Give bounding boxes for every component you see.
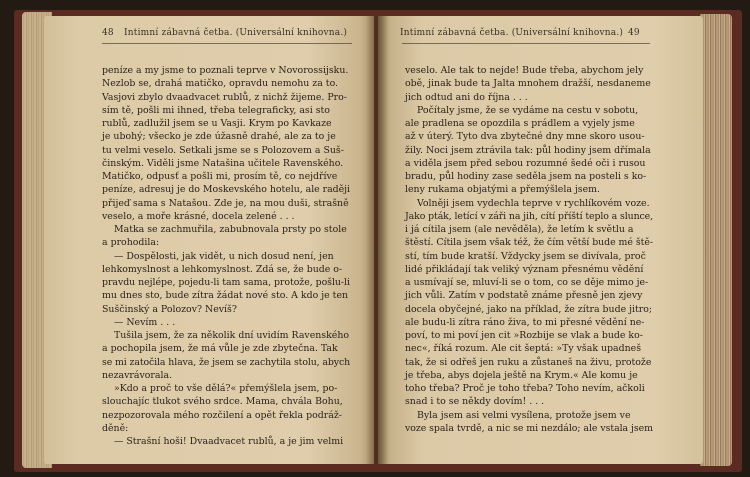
text-line: Jako pták, letící v záři na jih, cítí příští teplo a slunce, <box>405 210 653 222</box>
text-line: »Kdo a proč to vše dělá?« přemýšlela jsem, po- <box>114 383 338 394</box>
text-line: — Strašní hoši! Dvaadvacet rublů, a je jim velmi <box>114 436 344 447</box>
right-running-title: Intimní zábavná četba. (Universální knihovna.) <box>400 28 624 38</box>
text-line: Volněji jsem vydechla teprve v rychlíkovém voze. <box>417 197 650 209</box>
text-line: lehkomyslnost a lehkomyslnost. Zdá se, že bude o- <box>102 263 343 275</box>
text-line: bradu, půl hodiny zase seděla jsem na posteli s ko- <box>405 171 647 182</box>
text-line: tu velmi veselo. Setkali jsme se s Polozovem a Suš- <box>102 144 344 156</box>
text-line: leny rukama objatými a přemýšlela jsem. <box>405 184 601 196</box>
text-line: štěstí. Cítila jsem však též, že čím větší bude mé ště- <box>405 237 654 249</box>
text-line: peníze, adresuj je do Moskevského hotelu, ale raději <box>102 184 351 196</box>
text-line: sím tě, pošli mi ihned, třeba telegraficky, asi sto <box>102 104 330 116</box>
text-line: ale pradlena se opozdila s prádlem a vyjely jsme <box>405 118 635 129</box>
left-running-title: Intimní zábavná četba. (Universální knihovna.) <box>124 28 348 38</box>
right-header-rule <box>402 43 650 44</box>
text-line: Matičko, odpusť a pošli mi, prosím tě, co nejdříve <box>102 171 338 182</box>
text-line: i já cítila jsem (ale nevěděla), že letím k světlu a <box>405 224 634 235</box>
text-line: mu dnes sto, bude zítra žádat nové sto. A kdo je ten <box>102 290 349 302</box>
text-line: Byla jsem asi velmi vysílena, protože jsem ve <box>417 409 631 421</box>
text-line: peníze a my jsme to poznali teprve v Novorossijsku. <box>102 65 349 76</box>
text-line: — Nevím . . . <box>114 316 176 328</box>
right-page-edges <box>700 14 732 466</box>
left-page-number: 48 <box>102 28 114 38</box>
text-line: a prohodila: <box>102 237 160 249</box>
text-line: a viděla jsem před sebou rozumné šedé oči i rusou <box>405 157 646 169</box>
text-line: Matka se zachmuřila, zabubnovala prsty po stole <box>114 224 347 235</box>
text-line: a usmívají se, mluví-li se o tom, co se děje mimo je- <box>405 277 649 288</box>
text-line: je třeba, abys dojela ještě na Krym.« Ale komu je <box>405 369 638 381</box>
right-running-head <box>400 28 654 42</box>
text-line: se mi zatočila hlava, že jsem se zachytila stolu, abych <box>102 356 351 368</box>
text-line: a pochopila jsem, že má vůle je zde zbytečna. Tak <box>102 343 338 355</box>
text-line: je ubohý; všecko je zde úžasně drahé, ale za to je <box>102 131 336 143</box>
text-line: Počítaly jsme, že se vydáme na cestu v sobotu, <box>417 104 639 116</box>
text-line: pravdu nejlépe, pojedu-li tam sama, protože, pošlu-li <box>102 277 350 288</box>
text-line: Tušila jsem, že za několik dní uvidím Ravenského <box>114 330 350 341</box>
text-line: docela obyčejné, jako na příklad, že zítra bude jitro; <box>405 303 653 315</box>
text-line: voze spala tvrdě, a nic se mi nezdálo; ale vstala jsem <box>405 422 653 434</box>
text-line: — Dospělosti, jak vidět, u nich dosud není, jen <box>114 250 334 262</box>
text-line: veselo, a moře krásné, docela zelené . . . <box>102 210 295 222</box>
text-line: Nezlob se, drahá matičko, opravdu nemohu za to. <box>102 78 339 90</box>
text-line: jich odtud ani do října . . . <box>405 91 528 103</box>
text-line: Suščinský a Polozov? Nevíš? <box>102 303 237 315</box>
text-line: tak, že si odřeš jen ruku a zůstaneš na živu, protože <box>405 356 652 368</box>
text-line: poví, to mi poví jen cit »Rozbije se vlak a bude ko- <box>405 330 643 341</box>
text-line: přijeď sama s Natašou. Zde je, na mou duši, strašně <box>102 197 349 209</box>
text-line: lidé přikládají tak veliký význam přesnému vědění <box>405 263 644 275</box>
text-line: rublů, zadlužil jsem se u Vasji. Krym po Kavkaze <box>102 118 332 129</box>
text-line: stí, tím bude kratší. Vždycky jsem se divívala, proč <box>405 250 646 262</box>
text-line: jich vůli. Zatím v podstatě známe přesně jen zjevy <box>405 290 643 302</box>
text-line: nec«, říká rozum. Ale cit šeptá: »Ty však upadneš <box>405 343 642 355</box>
text-line: děně: <box>102 422 129 434</box>
text-line: ale budu-li zítra ráno živa, to mi přesné vědění ne- <box>405 316 645 328</box>
right-page-text <box>405 64 653 435</box>
text-line: slouchajíc tlukot svého srdce. Mama, chvála Bohu, <box>102 396 343 408</box>
text-line: nezpozorovala mého rozčilení a opět řekla podráž- <box>102 409 342 421</box>
text-line: Vasjovi zbylo dvaadvacet rublů, z nichž žijeme. Pro- <box>102 91 347 103</box>
left-running-head <box>102 28 368 42</box>
text-line: nezavrávorala. <box>102 369 173 381</box>
text-line: činským. Viděli jsme Natašina učitele Ravenského. <box>102 157 344 169</box>
left-page-text <box>102 64 350 448</box>
right-page-number: 49 <box>628 28 640 38</box>
left-header-rule <box>102 43 352 44</box>
text-line: veselo. Ale tak to nejde! Bude třeba, abychom jely <box>405 65 644 76</box>
text-line: toho třeba? Proč je toho třeba? Toho nevím, ačkoli <box>405 383 645 394</box>
book-gutter <box>366 16 388 464</box>
text-line: až v úterý. Tyto dva zbytečné dny mne skoro usou- <box>405 131 645 143</box>
text-line: žily. Noci jsem ztrávila tak: půl hodiny jsem dřímala <box>405 144 651 156</box>
text-line: obě, jinak bude ta Jalta mnohem dražší, nesdaneme <box>405 78 651 90</box>
text-line: snad i to se někdy dovím! . . . <box>405 396 545 408</box>
